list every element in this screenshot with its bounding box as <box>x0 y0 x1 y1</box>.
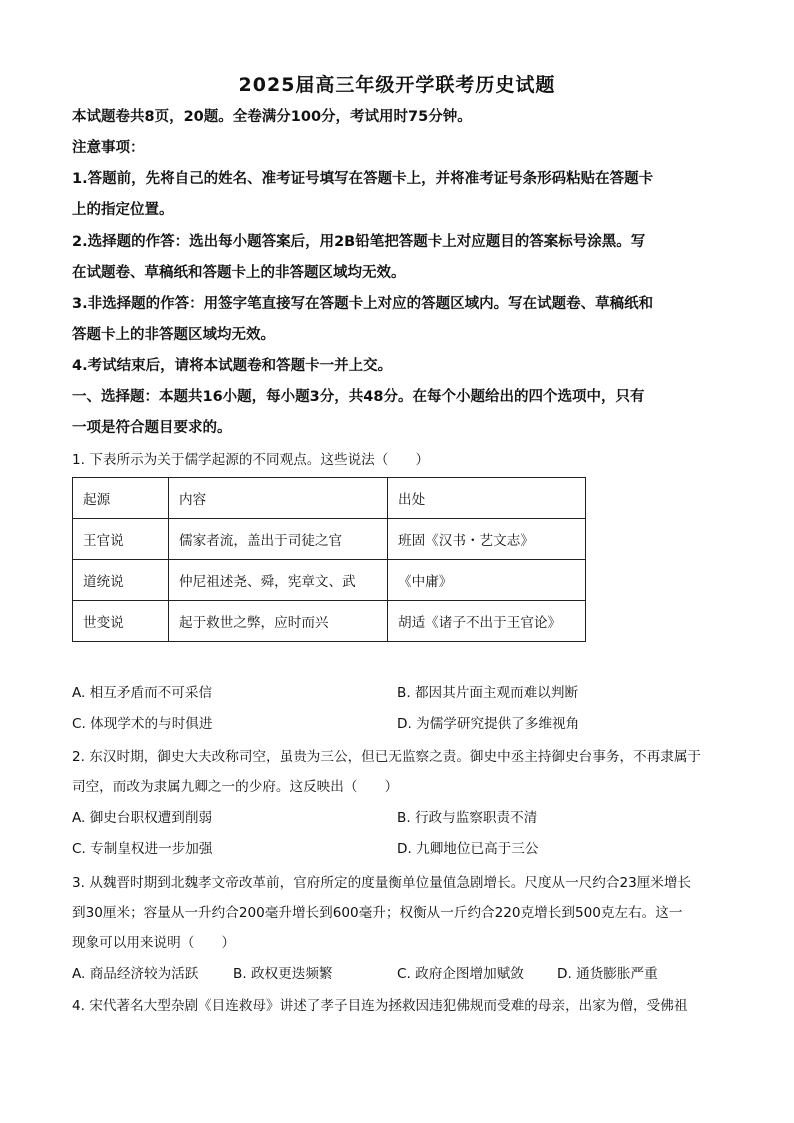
q2-line-2: 司空，而改为隶属九卿之一的少府。这反映出（ ） <box>72 779 399 795</box>
q1-option-c: C. 体现学术的与时俱进 <box>72 716 213 732</box>
notice-3-line-2: 答题卡上的非答题区域均无效。 <box>72 327 275 343</box>
section-1-line-1: 一、选择题：本题共16小题，每小题3分，共48分。在每个小题给出的四个选项中，只有 <box>72 389 645 405</box>
notice-2-line-1: 2.选择题的作答：选出每小题答案后，用2B铅笔把答题卡上对应题目的答案标号涂黑。写 <box>72 234 646 250</box>
q3-option-d: D. 通货膨胀严重 <box>557 966 658 982</box>
q3-line-3: 现象可以用来说明（ ） <box>72 935 236 951</box>
table-cell: 道统说 <box>73 560 169 601</box>
section-1-line-2: 一项是符合题目要求的。 <box>72 420 232 436</box>
q3-line-1: 3. 从魏晋时期到北魏孝文帝改革前，官府所定的度量衡单位量值急剧增长。尺度从一尺约合23厘米增长 <box>72 875 692 891</box>
notice-heading: 注意事项： <box>72 140 145 156</box>
q1-option-b: B. 都因其片面主观而难以判断 <box>397 685 579 701</box>
q2-option-b: B. 行政与监察职责不清 <box>397 810 538 826</box>
notice-1-line-2: 上的指定位置。 <box>72 202 174 218</box>
notice-2-line-2: 在试题卷、草稿纸和答题卡上的非答题区域均无效。 <box>72 265 406 281</box>
q4-line-1: 4. 宋代著名大型杂剧《目连救母》讲述了孝子目连为拯救因违犯佛规而受难的母亲，出家为僧，受佛祖 <box>72 998 688 1014</box>
q3-option-b: B. 政权更迭频繁 <box>233 966 333 982</box>
table-row <box>73 560 586 601</box>
table-header-row <box>73 478 586 519</box>
exam-title: 2025届高三年级开学联考历史试题 <box>238 74 556 96</box>
q1-option-d: D. 为儒学研究提供了多维视角 <box>397 716 580 732</box>
table-cell: 起于救世之弊，应时而兴 <box>169 601 388 642</box>
q1-option-a: A. 相互矛盾而不可采信 <box>72 685 213 701</box>
table-header-cell: 内容 <box>169 478 388 519</box>
table-cell: 班固《汉书・艺文志》 <box>388 519 586 560</box>
table-cell: 《中庸》 <box>388 560 586 601</box>
notice-1-line-1: 1.答题前，先将自己的姓名、准考证号填写在答题卡上，并将准考证号条形码粘贴在答题卡 <box>72 171 654 187</box>
table-cell: 胡适《诸子不出于王官论》 <box>388 601 586 642</box>
notice-3-line-1: 3.非选择题的作答：用签字笔直接写在答题卡上对应的答题区域内。写在试题卷、草稿纸和 <box>72 296 654 312</box>
table-cell: 仲尼祖述尧、舜，宪章文、武 <box>169 560 388 601</box>
q2-line-1: 2. 东汉时期，御史大夫改称司空，虽贵为三公，但已无监察之责。御史中丞主持御史台事务，不再隶属于 <box>72 749 702 765</box>
q2-option-c: C. 专制皇权进一步加强 <box>72 841 213 857</box>
table-row <box>73 601 586 642</box>
q2-option-d: D. 九卿地位已高于三公 <box>397 841 539 857</box>
q1-stem: 1. 下表所示为关于儒学起源的不同观点。这些说法（ ） <box>72 452 430 468</box>
exam-intro: 本试题卷共8页，20题。全卷满分100分，考试用时75分钟。 <box>72 109 472 125</box>
table-row <box>73 519 586 560</box>
table-cell: 王官说 <box>73 519 169 560</box>
q3-option-c: C. 政府企图增加赋敛 <box>397 966 524 982</box>
notice-4-line-1: 4.考试结束后，请将本试题卷和答题卡一并上交。 <box>72 358 393 374</box>
q2-option-a: A. 御史台职权遭到削弱 <box>72 810 213 826</box>
q3-line-2: 到30厘米；容量从一升约合200毫升增长到600毫升；权衡从一斤约合220克增长到500克左右。这一 <box>72 905 683 921</box>
q3-option-a: A. 商品经济较为活跃 <box>72 966 199 982</box>
table-cell: 世变说 <box>73 601 169 642</box>
table-header-cell: 出处 <box>388 478 586 519</box>
q1-table <box>72 477 586 642</box>
table-header-cell: 起源 <box>73 478 169 519</box>
table-cell: 儒家者流，盖出于司徒之官 <box>169 519 388 560</box>
